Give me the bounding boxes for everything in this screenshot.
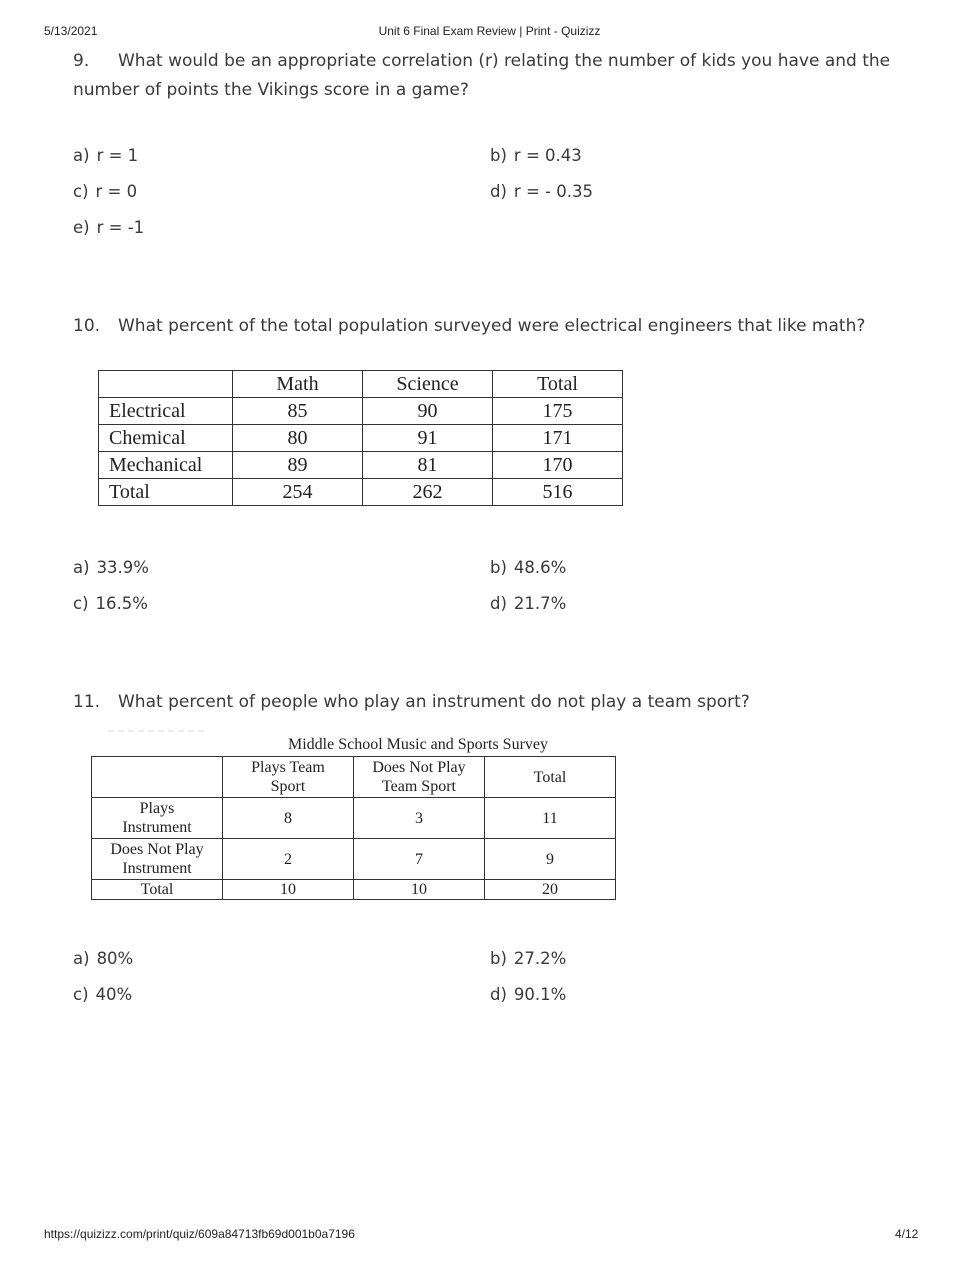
- print-date: 5/13/2021: [44, 24, 98, 38]
- option-b: b) r = 0.43: [490, 146, 582, 165]
- table-row: Electrical 85 90 175: [99, 398, 623, 425]
- table-row: Total 10 10 20: [92, 880, 616, 900]
- question-10: [73, 312, 903, 341]
- table-row: Mechanical 89 81 170: [99, 452, 623, 479]
- table-row: Total 254 262 516: [99, 479, 623, 506]
- question-text: What percent of people who play an instrument do not play a team sport?: [118, 692, 750, 712]
- table-row: Does Not Play Instrument 2 7 9: [92, 839, 616, 880]
- option-d: d) 21.7%: [490, 594, 567, 613]
- option-a: a) 33.9%: [73, 558, 149, 577]
- question-number: 9.: [73, 51, 90, 71]
- option-b: b) 48.6%: [490, 558, 567, 577]
- table-header-row: Plays Team Sport Does Not Play Team Sport Total: [92, 757, 616, 798]
- option-b: b) 27.2%: [490, 949, 567, 968]
- print-title: Unit 6 Final Exam Review | Print - Quizizz: [378, 24, 601, 38]
- question-text: What would be an appropriate correlation (r) relating the number of kids you have and the number of points the Vikings score in a game?: [73, 51, 891, 100]
- option-d: d) r = - 0.35: [490, 182, 593, 201]
- option-e: e) r = -1: [73, 218, 145, 237]
- table-header-row: Math Science Total: [99, 371, 623, 398]
- question-11: [73, 688, 903, 717]
- table-row: Chemical 80 91 171: [99, 425, 623, 452]
- option-c: c) 40%: [73, 985, 133, 1004]
- page-number: 4/12: [895, 1227, 919, 1241]
- scan-artifact: [108, 726, 208, 734]
- option-a: a) r = 1: [73, 146, 139, 165]
- option-a: a) 80%: [73, 949, 134, 968]
- option-c: c) 16.5%: [73, 594, 148, 613]
- question-9: [73, 47, 903, 105]
- question-number: 11.: [73, 692, 101, 712]
- survey-table-title: Middle School Music and Sports Survey: [288, 736, 548, 753]
- question-text: What percent of the total population surveyed were electrical engineers that like math?: [118, 316, 866, 336]
- table-row: Plays Instrument 8 3 11: [92, 798, 616, 839]
- question-number: 10.: [73, 316, 101, 336]
- option-d: d) 90.1%: [490, 985, 567, 1004]
- print-url: https://quizizz.com/print/quiz/609a84713fb69d001b0a7196: [44, 1227, 355, 1241]
- engineers-table: [98, 370, 623, 506]
- option-c: c) r = 0: [73, 182, 138, 201]
- survey-table: [91, 756, 616, 900]
